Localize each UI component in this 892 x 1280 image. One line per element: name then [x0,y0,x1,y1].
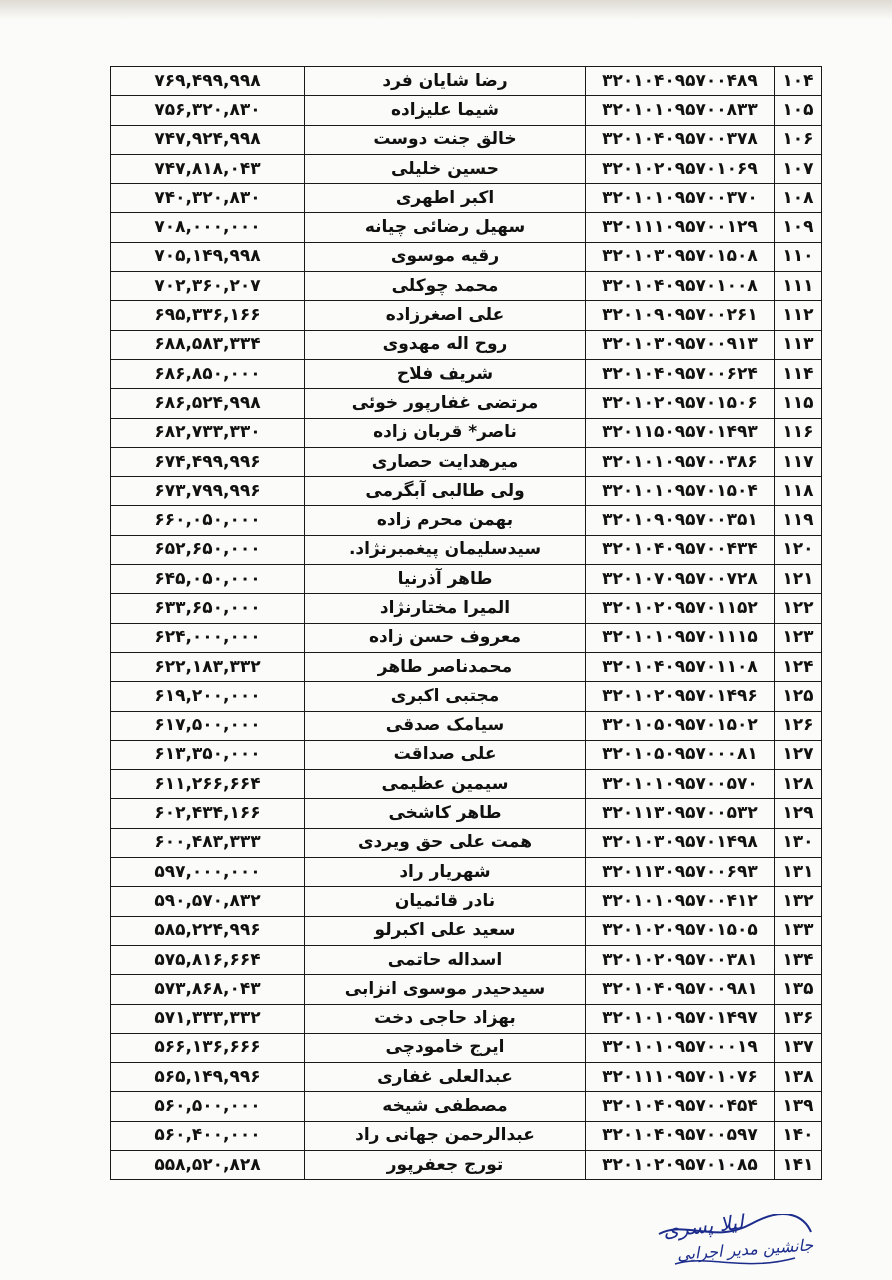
row-number: ۱۱۶ [775,418,822,447]
account-code: ۳۲۰۱۰۱۰۹۵۷۰۰۳۸۶ [586,447,775,476]
account-code: ۳۲۰۱۰۵۰۹۵۷۰۱۵۰۲ [586,711,775,740]
row-number: ۱۱۱ [775,272,822,301]
row-number: ۱۲۴ [775,652,822,681]
row-number: ۱۲۱ [775,565,822,594]
table-row [111,623,822,652]
records-table [110,66,822,1180]
person-name: اکبر اطهری [305,184,586,213]
amount: ۵۶۶,۱۳۶,۶۶۶ [111,1033,305,1062]
table-row [111,799,822,828]
person-name: خالق جنت دوست [305,125,586,154]
table-row [111,184,822,213]
account-code: ۳۲۰۱۱۵۰۹۵۷۰۱۴۹۳ [586,418,775,447]
row-number: ۱۲۶ [775,711,822,740]
table-row [111,154,822,183]
row-number: ۱۲۰ [775,535,822,564]
account-code: ۳۲۰۱۰۷۰۹۵۷۰۰۷۲۸ [586,565,775,594]
person-name: ناصر* قربان زاده [305,418,586,447]
table-row [111,652,822,681]
account-code: ۳۲۰۱۰۱۰۹۵۷۰۰۸۳۳ [586,96,775,125]
table-row [111,770,822,799]
account-code: ۳۲۰۱۰۴۰۹۵۷۰۰۴۳۴ [586,535,775,564]
amount: ۷۴۰,۳۲۰,۸۳۰ [111,184,305,213]
row-number: ۱۳۴ [775,945,822,974]
amount: ۶۱۱,۲۶۶,۶۶۴ [111,770,305,799]
person-name: شهریار راد [305,858,586,887]
signature-name: لیلا پسری [661,1209,745,1243]
account-code: ۳۲۰۱۰۲۰۹۵۷۰۱۱۵۲ [586,594,775,623]
amount: ۶۸۲,۷۳۳,۳۳۰ [111,418,305,447]
row-number: ۱۳۷ [775,1033,822,1062]
amount: ۶۱۷,۵۰۰,۰۰۰ [111,711,305,740]
amount: ۶۷۴,۴۹۹,۹۹۶ [111,447,305,476]
account-code: ۳۲۰۱۰۴۰۹۵۷۰۰۶۲۴ [586,359,775,388]
amount: ۶۲۴,۰۰۰,۰۰۰ [111,623,305,652]
amount: ۵۸۵,۲۲۴,۹۹۶ [111,916,305,945]
account-code: ۳۲۰۱۰۴۰۹۵۷۰۰۴۵۴ [586,1092,775,1121]
person-name: رضا شایان فرد [305,67,586,96]
person-name: اسداله حاتمی [305,945,586,974]
amount: ۶۷۳,۷۹۹,۹۹۶ [111,477,305,506]
amount: ۶۸۶,۵۲۴,۹۹۸ [111,389,305,418]
amount: ۵۷۵,۸۱۶,۶۶۴ [111,945,305,974]
row-number: ۱۰۶ [775,125,822,154]
table-row [111,1092,822,1121]
account-code: ۳۲۰۱۰۹۰۹۵۷۰۰۳۵۱ [586,506,775,535]
row-number: ۱۰۵ [775,96,822,125]
table-row [111,418,822,447]
amount: ۶۹۵,۳۳۶,۱۶۶ [111,301,305,330]
scan-top-edge [0,0,892,20]
person-name: ایرج خامودچی [305,1033,586,1062]
amount: ۶۶۰,۰۵۰,۰۰۰ [111,506,305,535]
person-name: علی اصغرزاده [305,301,586,330]
row-number: ۱۲۵ [775,682,822,711]
amount: ۵۷۱,۳۳۳,۳۳۲ [111,1004,305,1033]
account-code: ۳۲۰۱۰۹۰۹۵۷۰۰۲۶۱ [586,301,775,330]
person-name: سیدحیدر موسوی انزابی [305,975,586,1004]
table-row [111,594,822,623]
account-code: ۳۲۰۱۰۳۰۹۵۷۰۰۹۱۳ [586,330,775,359]
person-name: محمد چوکلی [305,272,586,301]
account-code: ۳۲۰۱۰۲۰۹۵۷۰۱۰۶۹ [586,154,775,183]
row-number: ۱۳۵ [775,975,822,1004]
account-code: ۳۲۰۱۰۱۰۹۵۷۰۰۳۷۰ [586,184,775,213]
account-code: ۳۲۰۱۰۴۰۹۵۷۰۰۹۸۱ [586,975,775,1004]
amount: ۶۸۸,۵۸۳,۳۳۴ [111,330,305,359]
table-row [111,565,822,594]
row-number: ۱۳۲ [775,887,822,916]
person-name: حسین خلیلی [305,154,586,183]
row-number: ۱۴۱ [775,1150,822,1179]
table-row [111,828,822,857]
amount: ۵۹۷,۰۰۰,۰۰۰ [111,858,305,887]
row-number: ۱۰۹ [775,213,822,242]
amount: ۵۵۸,۵۲۰,۸۲۸ [111,1150,305,1179]
table-row [111,535,822,564]
person-name: مرتضی غفارپور خوئی [305,389,586,418]
row-number: ۱۳۳ [775,916,822,945]
person-name: نادر قائمیان [305,887,586,916]
table-row [111,96,822,125]
row-number: ۱۱۲ [775,301,822,330]
person-name: عبدالعلی غفاری [305,1063,586,1092]
table-row [111,213,822,242]
account-code: ۳۲۰۱۰۴۰۹۵۷۰۱۰۰۸ [586,272,775,301]
amount: ۵۶۰,۵۰۰,۰۰۰ [111,1092,305,1121]
account-code: ۳۲۰۱۰۲۰۹۵۷۰۱۰۸۵ [586,1150,775,1179]
row-number: ۱۲۷ [775,740,822,769]
person-name: طاهر آذرنیا [305,565,586,594]
row-number: ۱۱۳ [775,330,822,359]
amount: ۷۰۲,۳۶۰,۲۰۷ [111,272,305,301]
row-number: ۱۳۹ [775,1092,822,1121]
table-row [111,389,822,418]
account-code: ۳۲۰۱۰۱۰۹۵۷۰۰۵۷۰ [586,770,775,799]
account-code: ۳۲۰۱۱۱۰۹۵۷۰۱۰۷۶ [586,1063,775,1092]
person-name: مجتبی اکبری [305,682,586,711]
account-code: ۳۲۰۱۰۴۰۹۵۷۰۰۳۷۸ [586,125,775,154]
person-name: سهیل رضائی چیانه [305,213,586,242]
person-name: طاهر کاشخی [305,799,586,828]
row-number: ۱۱۹ [775,506,822,535]
person-name: رقیه موسوی [305,242,586,271]
person-name: عبدالرحمن جهانی راد [305,1121,586,1150]
row-number: ۱۳۰ [775,828,822,857]
table-row [111,1004,822,1033]
account-code: ۳۲۰۱۰۱۰۹۵۷۰۰۴۱۲ [586,887,775,916]
amount: ۶۲۲,۱۸۳,۳۳۲ [111,652,305,681]
person-name: ولی طالبی آبگرمی [305,477,586,506]
table-row [111,1033,822,1062]
person-name: همت علی حق ویردی [305,828,586,857]
table-row [111,125,822,154]
amount: ۷۴۷,۹۲۴,۹۹۸ [111,125,305,154]
account-code: ۳۲۰۱۰۴۰۹۵۷۰۰۵۹۷ [586,1121,775,1150]
person-name: شریف فلاح [305,359,586,388]
person-name: سعید علی اکبرلو [305,916,586,945]
person-name: سیدسلیمان پیغمبرنژاد. [305,535,586,564]
person-name: المیرا مختارنژاد [305,594,586,623]
account-code: ۳۲۰۱۰۳۰۹۵۷۰۱۴۹۸ [586,828,775,857]
amount: ۵۷۳,۸۶۸,۰۴۳ [111,975,305,1004]
amount: ۷۰۵,۱۴۹,۹۹۸ [111,242,305,271]
row-number: ۱۱۰ [775,242,822,271]
amount: ۶۰۰,۴۸۳,۳۳۳ [111,828,305,857]
account-code: ۳۲۰۱۱۱۰۹۵۷۰۰۱۲۹ [586,213,775,242]
row-number: ۱۲۳ [775,623,822,652]
table-row [111,359,822,388]
row-number: ۱۱۵ [775,389,822,418]
person-name: معروف حسن زاده [305,623,586,652]
table-row [111,67,822,96]
account-code: ۳۲۰۱۰۲۰۹۵۷۰۱۴۹۶ [586,682,775,711]
account-code: ۳۲۰۱۰۲۰۹۵۷۰۰۳۸۱ [586,945,775,974]
table-row [111,272,822,301]
table-row [111,682,822,711]
row-number: ۱۰۴ [775,67,822,96]
table-row [111,1121,822,1150]
row-number: ۱۳۶ [775,1004,822,1033]
amount: ۶۱۹,۲۰۰,۰۰۰ [111,682,305,711]
row-number: ۱۱۷ [775,447,822,476]
person-name: سیمین عظیمی [305,770,586,799]
amount: ۷۴۷,۸۱۸,۰۴۳ [111,154,305,183]
table-row [111,858,822,887]
person-name: میرهدایت حصاری [305,447,586,476]
table-row [111,447,822,476]
table-row [111,1063,822,1092]
person-name: محمدناصر طاهر [305,652,586,681]
amount: ۵۹۰,۵۷۰,۸۳۲ [111,887,305,916]
amount: ۵۶۵,۱۴۹,۹۹۶ [111,1063,305,1092]
amount: ۶۱۳,۳۵۰,۰۰۰ [111,740,305,769]
signature-title: جانشین مدیر اجرایی [676,1235,814,1264]
table-row [111,945,822,974]
amount: ۷۰۸,۰۰۰,۰۰۰ [111,213,305,242]
row-number: ۱۳۱ [775,858,822,887]
table-row [111,506,822,535]
account-code: ۳۲۰۱۰۴۰۹۵۷۰۰۴۸۹ [586,67,775,96]
account-code: ۳۲۰۱۰۳۰۹۵۷۰۱۵۰۸ [586,242,775,271]
table-row [111,887,822,916]
table-row [111,242,822,271]
amount: ۶۴۵,۰۵۰,۰۰۰ [111,565,305,594]
row-number: ۱۲۸ [775,770,822,799]
row-number: ۱۲۹ [775,799,822,828]
table-row [111,916,822,945]
row-number: ۱۳۸ [775,1063,822,1092]
table-row [111,477,822,506]
row-number: ۱۰۷ [775,154,822,183]
person-name: شیما علیزاده [305,96,586,125]
person-name: مصطفی شیخه [305,1092,586,1121]
account-code: ۳۲۰۱۰۱۰۹۵۷۰۱۱۱۵ [586,623,775,652]
account-code: ۳۲۰۱۰۲۰۹۵۷۰۱۵۰۶ [586,389,775,418]
table-row [111,711,822,740]
amount: ۷۶۹,۴۹۹,۹۹۸ [111,67,305,96]
table-row [111,740,822,769]
amount: ۶۰۲,۴۳۴,۱۶۶ [111,799,305,828]
account-code: ۳۲۰۱۰۵۰۹۵۷۰۰۰۸۱ [586,740,775,769]
account-code: ۳۲۰۱۰۴۰۹۵۷۰۱۱۰۸ [586,652,775,681]
row-number: ۱۰۸ [775,184,822,213]
account-code: ۳۲۰۱۰۱۰۹۵۷۰۰۰۱۹ [586,1033,775,1062]
amount: ۶۵۲,۶۵۰,۰۰۰ [111,535,305,564]
person-name: سیامک صدقی [305,711,586,740]
person-name: تورج جعفرپور [305,1150,586,1179]
person-name: روح اله مهدوی [305,330,586,359]
signature-stamp [655,1209,815,1280]
account-code: ۳۲۰۱۰۱۰۹۵۷۰۱۴۹۷ [586,1004,775,1033]
amount: ۶۳۳,۶۵۰,۰۰۰ [111,594,305,623]
table-row [111,975,822,1004]
amount: ۶۸۶,۸۵۰,۰۰۰ [111,359,305,388]
row-number: ۱۱۸ [775,477,822,506]
table-row [111,301,822,330]
person-name: بهزاد حاجی دخت [305,1004,586,1033]
table-row [111,330,822,359]
records-table-body [111,67,822,1180]
account-code: ۳۲۰۱۱۳۰۹۵۷۰۰۵۳۲ [586,799,775,828]
account-code: ۳۲۰۱۰۲۰۹۵۷۰۱۵۰۵ [586,916,775,945]
row-number: ۱۱۴ [775,359,822,388]
amount: ۷۵۶,۳۲۰,۸۳۰ [111,96,305,125]
row-number: ۱۲۲ [775,594,822,623]
row-number: ۱۴۰ [775,1121,822,1150]
table-row [111,1150,822,1179]
account-code: ۳۲۰۱۰۱۰۹۵۷۰۱۵۰۴ [586,477,775,506]
person-name: بهمن محرم زاده [305,506,586,535]
amount: ۵۶۰,۴۰۰,۰۰۰ [111,1121,305,1150]
person-name: علی صداقت [305,740,586,769]
account-code: ۳۲۰۱۱۳۰۹۵۷۰۰۶۹۳ [586,858,775,887]
